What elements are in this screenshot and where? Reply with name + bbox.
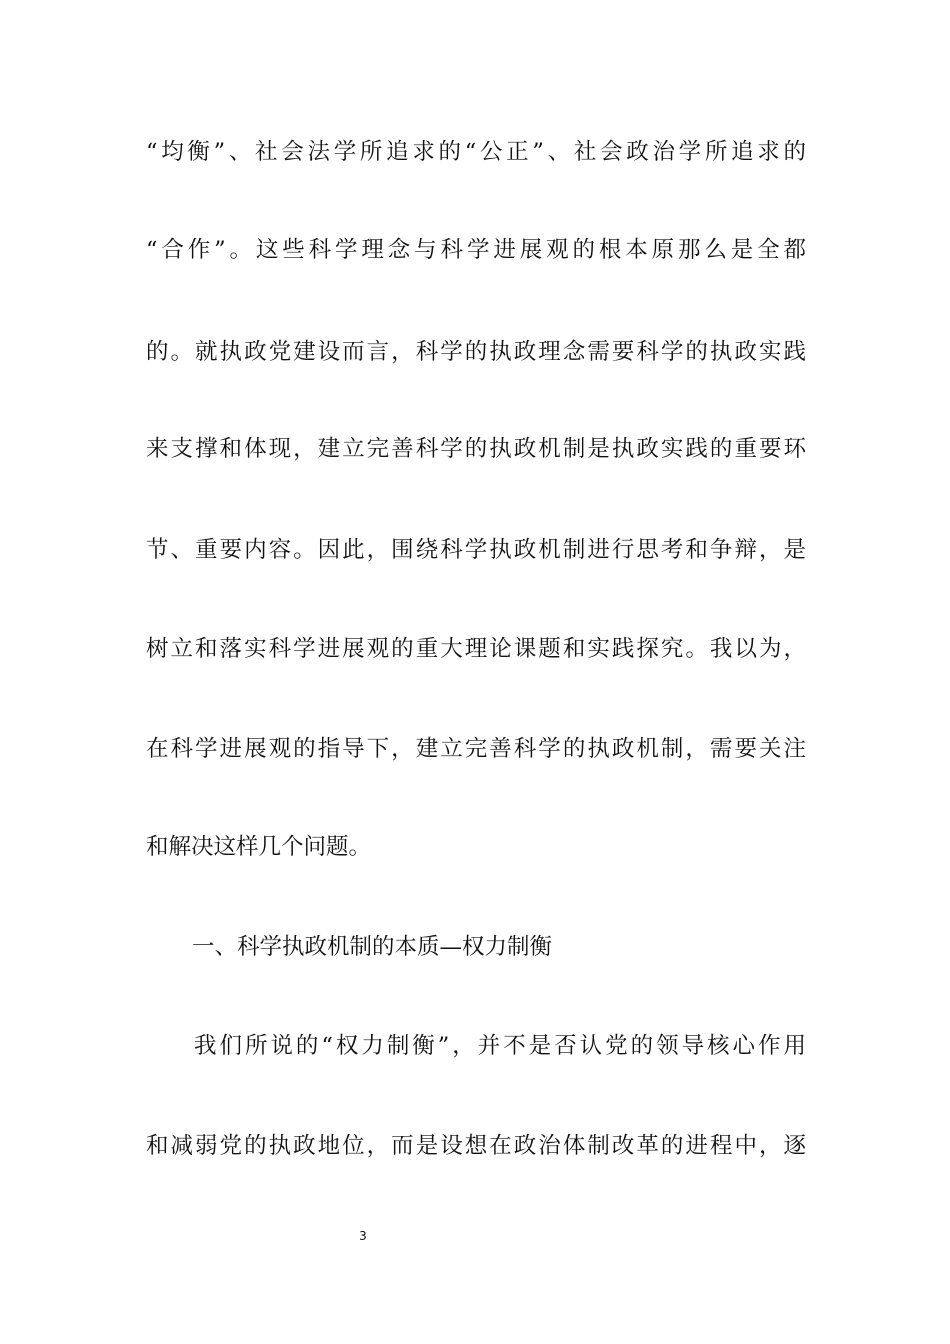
body-text-line: 在科学进展观的指导下，建立完善科学的执政机制，需要关注 bbox=[146, 736, 806, 762]
page-number: 3 bbox=[359, 1229, 367, 1243]
body-text-line: 的。就执政党建设而言，科学的执政理念需要科学的执政实践 bbox=[146, 339, 806, 365]
section-heading: 一、科学执政机制的本质—权力制衡 bbox=[192, 934, 553, 960]
body-text-line: 和解决这样几个问题。 bbox=[146, 834, 372, 860]
paragraph-first-line: 我们所说的“权力制衡”，并不是否认党的领导核心作用 bbox=[194, 1033, 806, 1059]
body-text-line: 来支撑和体现，建立完善科学的执政机制是执政实践的重要环 bbox=[146, 436, 806, 462]
body-text-line: 和减弱党的执政地位，而是设想在政治体制改革的进程中，逐 bbox=[146, 1133, 806, 1159]
body-text-line: “合作”。这些科学理念与科学进展观的根本原那么是全都 bbox=[146, 237, 806, 263]
body-text-line: 节、重要内容。因此，围绕科学执政机制进行思考和争辩，是 bbox=[146, 537, 806, 563]
body-text-line: 树立和落实科学进展观的重大理论课题和实践探究。我以为， bbox=[146, 636, 806, 662]
body-text-line: “均衡”、社会法学所追求的“公正”、社会政治学所追求的 bbox=[146, 139, 806, 165]
